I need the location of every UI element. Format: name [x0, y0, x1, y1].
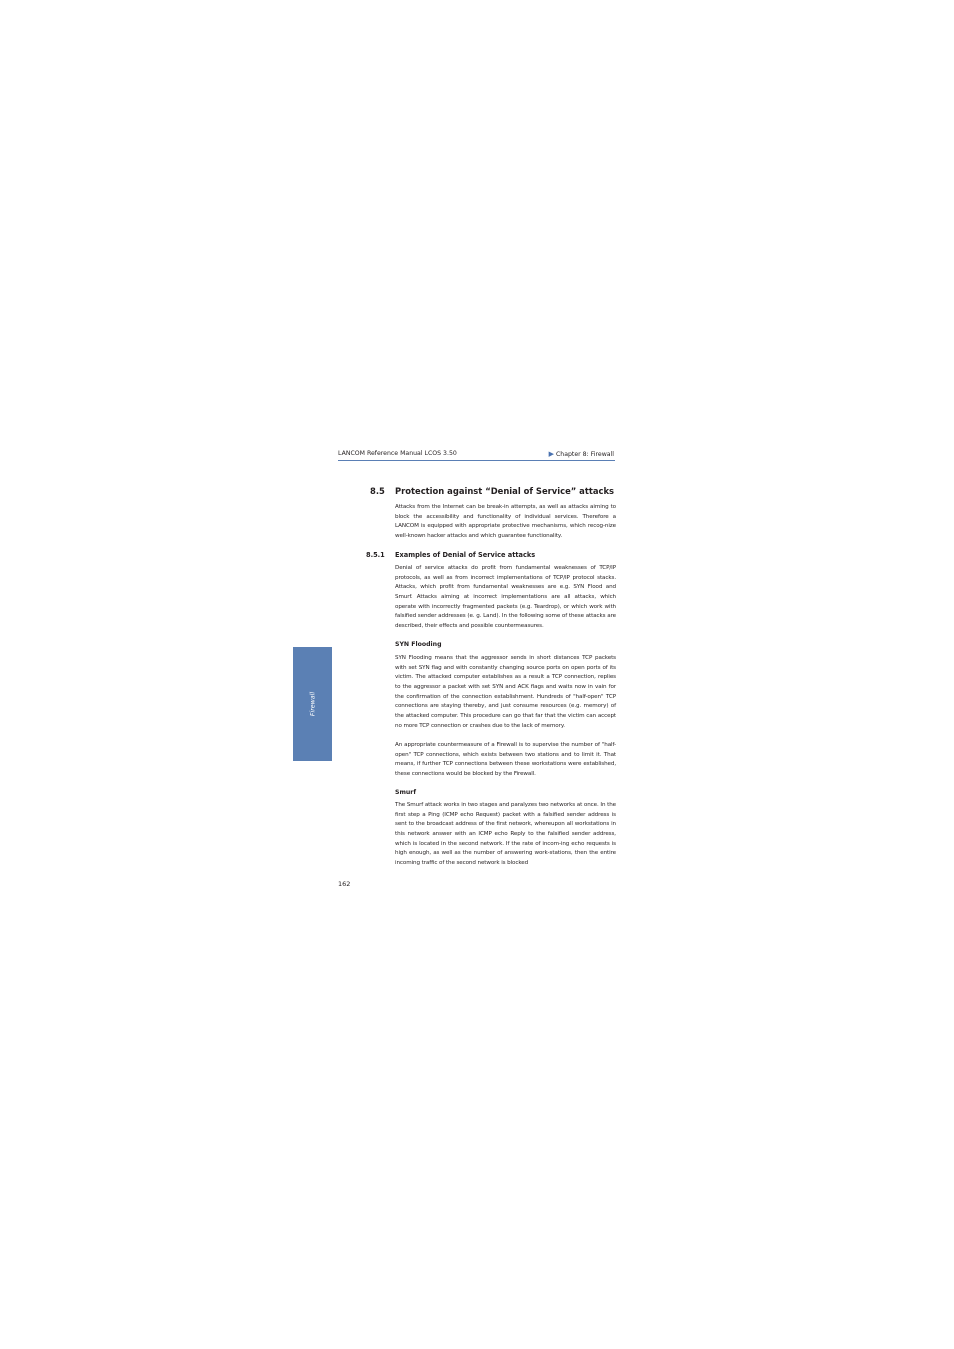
subsection-intro-paragraph: Denial of service attacks do profit from fundamental weaknesses of TCP/IP protocols, as well as from incorrect implementations of TCP/IP protocol stacks. Attacks, which profit from fundamental weaknesses are e.g. SYN Flood and Smurf. Attacks aiming at incorrect implementations are all attacks, which operate with incorrectly fragmented packets (e.g. Teardrop), or which work with falsified sender addresses (e. g. Land). In the following some of these attacks are described, their effects and possible countermeasures. [395, 565, 616, 629]
subsection-number: 8.5.1 [366, 551, 385, 559]
syn-flooding-heading: SYN Flooding [395, 641, 442, 648]
chapter-label: Chapter 8: Firewall [555, 451, 614, 458]
syn-flooding-paragraph-2: An appropriate countermeasure of a Firewall is to supervise the number of "half-open" TCP connections, which exists between two stations and to limit it. That means, if further TCP connections between these workstations were established, these connections would be blocked by the Firewall. [395, 742, 616, 777]
syn-flooding-paragraph-1: SYN Flooding means that the aggressor sends in short distances TCP packets with set SYN flag and with constantly changing source ports on open ports of its victim. The attacked computer establishes as a result a TCP connection, replies to the aggressor a packet with set SYN and ACK flags and waits now in vain for the confirmation of the connection establishment. Hundreds of "half-open" TCP connections are staying thereby, and just consume resources (e.g. memory) of the attacked computer. This procedure can go that far that the victim can accept no more TCP connection or crashes due to the lack of memory. [395, 655, 616, 729]
subsection-title: Examples of Denial of Service attacks [395, 551, 536, 559]
section-heading [370, 486, 614, 496]
header-rule [338, 460, 615, 461]
smurf-heading: Smurf [395, 789, 417, 796]
section-intro-paragraph: Attacks from the Internet can be break-in attempts, as well as attacks aiming to block the accessibility and functionality of individual services. Therefore a LANCOM is equipped with appropriate protective mechanisms, which recog-nize well-known hacker attacks and which guarantee functionality. [395, 504, 616, 539]
chapter-side-tab [293, 647, 332, 761]
page-number: 162 [338, 880, 351, 888]
side-tab-label: Firewall [309, 691, 316, 717]
chapter-reference [549, 450, 614, 458]
smurf-paragraph-1: The Smurf attack works in two stages and paralyzes two networks at once. In the first step a Ping (ICMP echo Request) packet with a falsified sender address is sent to the broadcast address of the first network, whereupon all workstations in this network answer with an ICMP echo Reply to the falsified sender address, which is located in the second network. If the rate of incom-ing echo requests is high enough, as well as the number of answering work-stations, then the entire incoming traffic of the second network is blocked [395, 802, 616, 866]
section-number: 8.5 [370, 486, 385, 496]
subsection-heading [366, 551, 535, 559]
manual-title: LANCOM Reference Manual LCOS 3.50 [338, 450, 457, 457]
section-title: Protection against “Denial of Service” attacks [395, 486, 614, 496]
triangle-right-icon: ▶ [548, 450, 554, 458]
